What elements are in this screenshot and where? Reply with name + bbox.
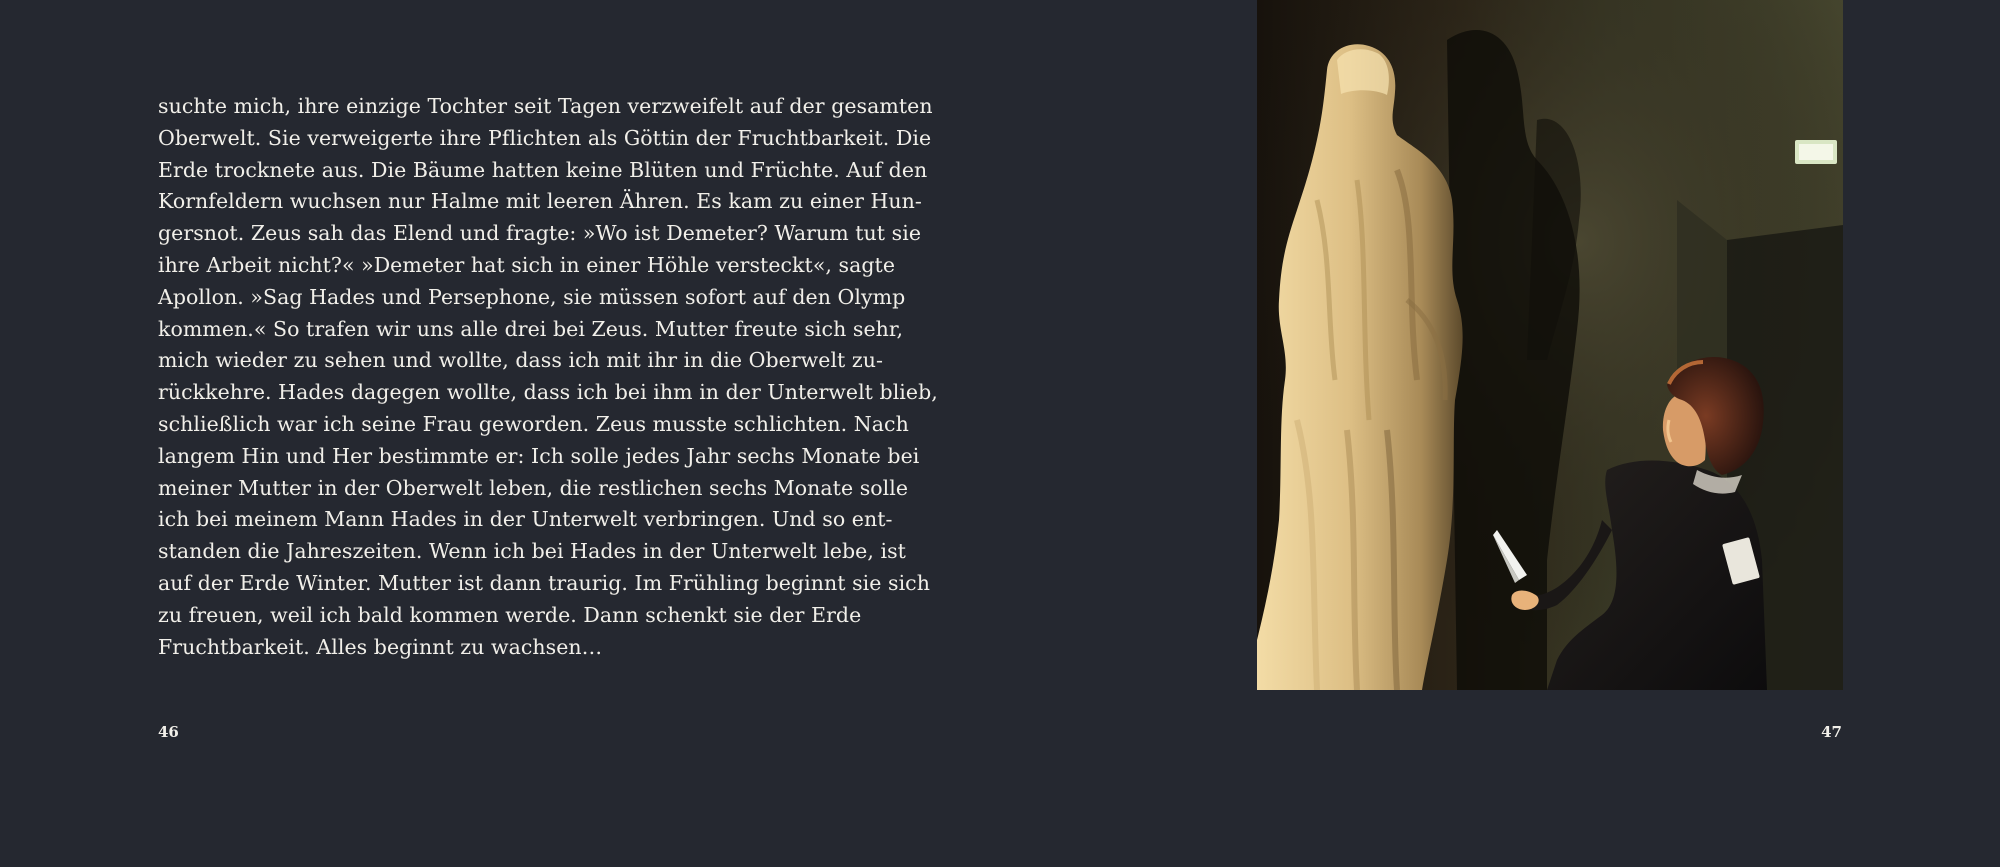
text-line: ihre Arbeit nicht?« »Demeter hat sich in einer Höhle versteckt«, sagte [158, 252, 896, 277]
text-line: langem Hin und Her bestimmte er: Ich solle jedes Jahr sechs Monate bei [158, 443, 920, 468]
text-line: standen die Jahreszeiten. Wenn ich bei Hades in der Unterwelt lebe, ist [158, 539, 906, 564]
text-line: auf der Erde Winter. Mutter ist dann traurig. Im Frühling beginnt sie sich [158, 570, 930, 595]
text-line: Erde trocknete aus. Die Bäume hatten keine Blüten und Früchte. Auf den [158, 157, 928, 182]
text-line: zu freuen, weil ich bald kommen werde. Dann schenkt sie der Erde [158, 602, 862, 627]
text-line: Kornfeldern wuchsen nur Halme mit leeren Ähren. Es kam zu einer Hun- [158, 189, 922, 214]
text-line: suchte mich, ihre einzige Tochter seit Tagen verzweifelt auf der gesamten [158, 94, 933, 118]
text-line: rückkehre. Hades dagegen wollte, dass ich bei ihm in der Unterwelt blieb, [158, 380, 938, 405]
text-line: Apollon. »Sag Hades und Persephone, sie müssen sofort auf den Olymp [158, 284, 906, 309]
text-line: kommen.« So trafen wir uns alle drei bei Zeus. Mutter freute sich sehr, [158, 316, 904, 341]
text-line: meiner Mutter in der Oberwelt leben, die restlichen sechs Monate solle [158, 475, 909, 500]
body-text [158, 91, 938, 663]
text-line: ich bei meinem Mann Hades in der Unterwelt verbringen. Und so ent- [158, 507, 893, 532]
statue-and-reader-photo [1257, 0, 1843, 690]
text-line: Fruchtbarkeit. Alles beginnt zu wachsen… [158, 634, 603, 659]
text-line: Oberwelt. Sie verweigerte ihre Pflichten als Göttin der Fruchtbarkeit. Die [158, 125, 932, 150]
text-line: mich wieder zu sehen und wollte, dass ich mit ihr in die Oberwelt zu- [158, 348, 883, 373]
page-number-left: 46 [158, 723, 179, 741]
page-number-right: 47 [1821, 723, 1842, 741]
right-page [1000, 0, 2000, 867]
photo-illustration [1257, 0, 1843, 690]
text-line: schließlich war ich seine Frau geworden. Zeus musste schlichten. Nach [158, 411, 909, 436]
text-line: gersnot. Zeus sah das Elend und fragte: »Wo ist Demeter? Warum tut sie [158, 221, 922, 246]
